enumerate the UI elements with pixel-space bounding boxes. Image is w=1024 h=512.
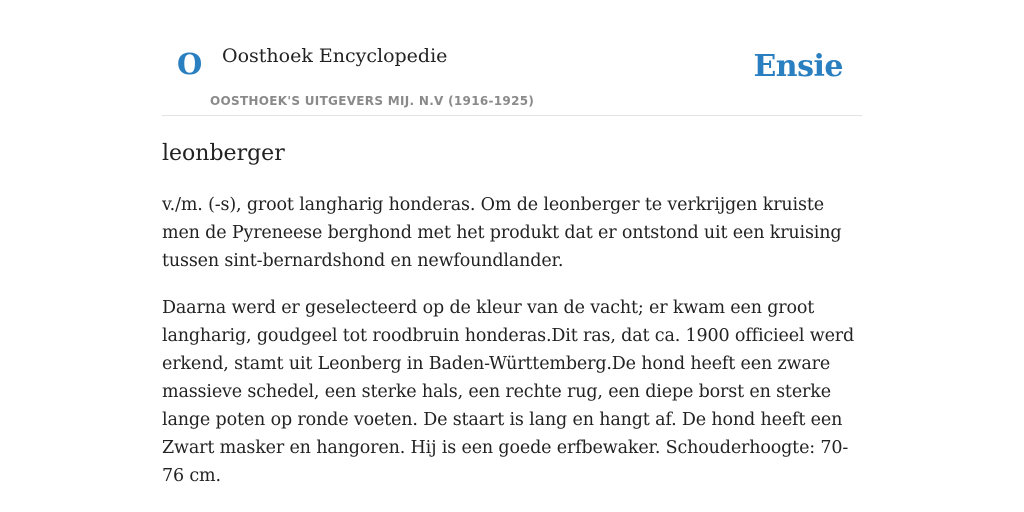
entry-paragraph-1: v./m. (-s), groot langharig honderas. Om de leonberger te verkrijgen kruiste men de Pyreneese berghond met het produkt dat er ontstond uit een kruising tussen sint-bernardshond en newfoundlander.: [162, 195, 842, 271]
oosthoek-logo-icon[interactable]: O: [177, 47, 203, 81]
entry-paragraph-2: Daarna werd er geselecteerd op de kleur van de vacht; er kwam een groot langharig, goudgeel tot roodbruin honderas.Dit ras, dat ca. 1900 officieel werd erkend, stamt uit Leonberg in Baden-Württemberg.De hond heeft een zware massieve schedel, een sterke hals, een rechte rug, een diepe borst en sterke lange poten op ronde voeten. De staart is lang en hangt af. De hond heeft een Zwart masker en hangoren. Hij is een goede erfbewaker. Schouderhoogte: 70-76 cm.: [162, 298, 855, 486]
entry-title: leonberger: [162, 141, 285, 166]
ensie-brand-link[interactable]: Ensie: [753, 49, 843, 84]
site-title-link[interactable]: Oosthoek Encyclopedie: [222, 45, 448, 67]
publisher-subtitle: OOSTHOEK'S UITGEVERS MIJ. N.V (1916-1925): [210, 94, 535, 108]
entry-body: [162, 191, 862, 490]
content-container: [162, 0, 862, 490]
site-header: [162, 0, 862, 116]
